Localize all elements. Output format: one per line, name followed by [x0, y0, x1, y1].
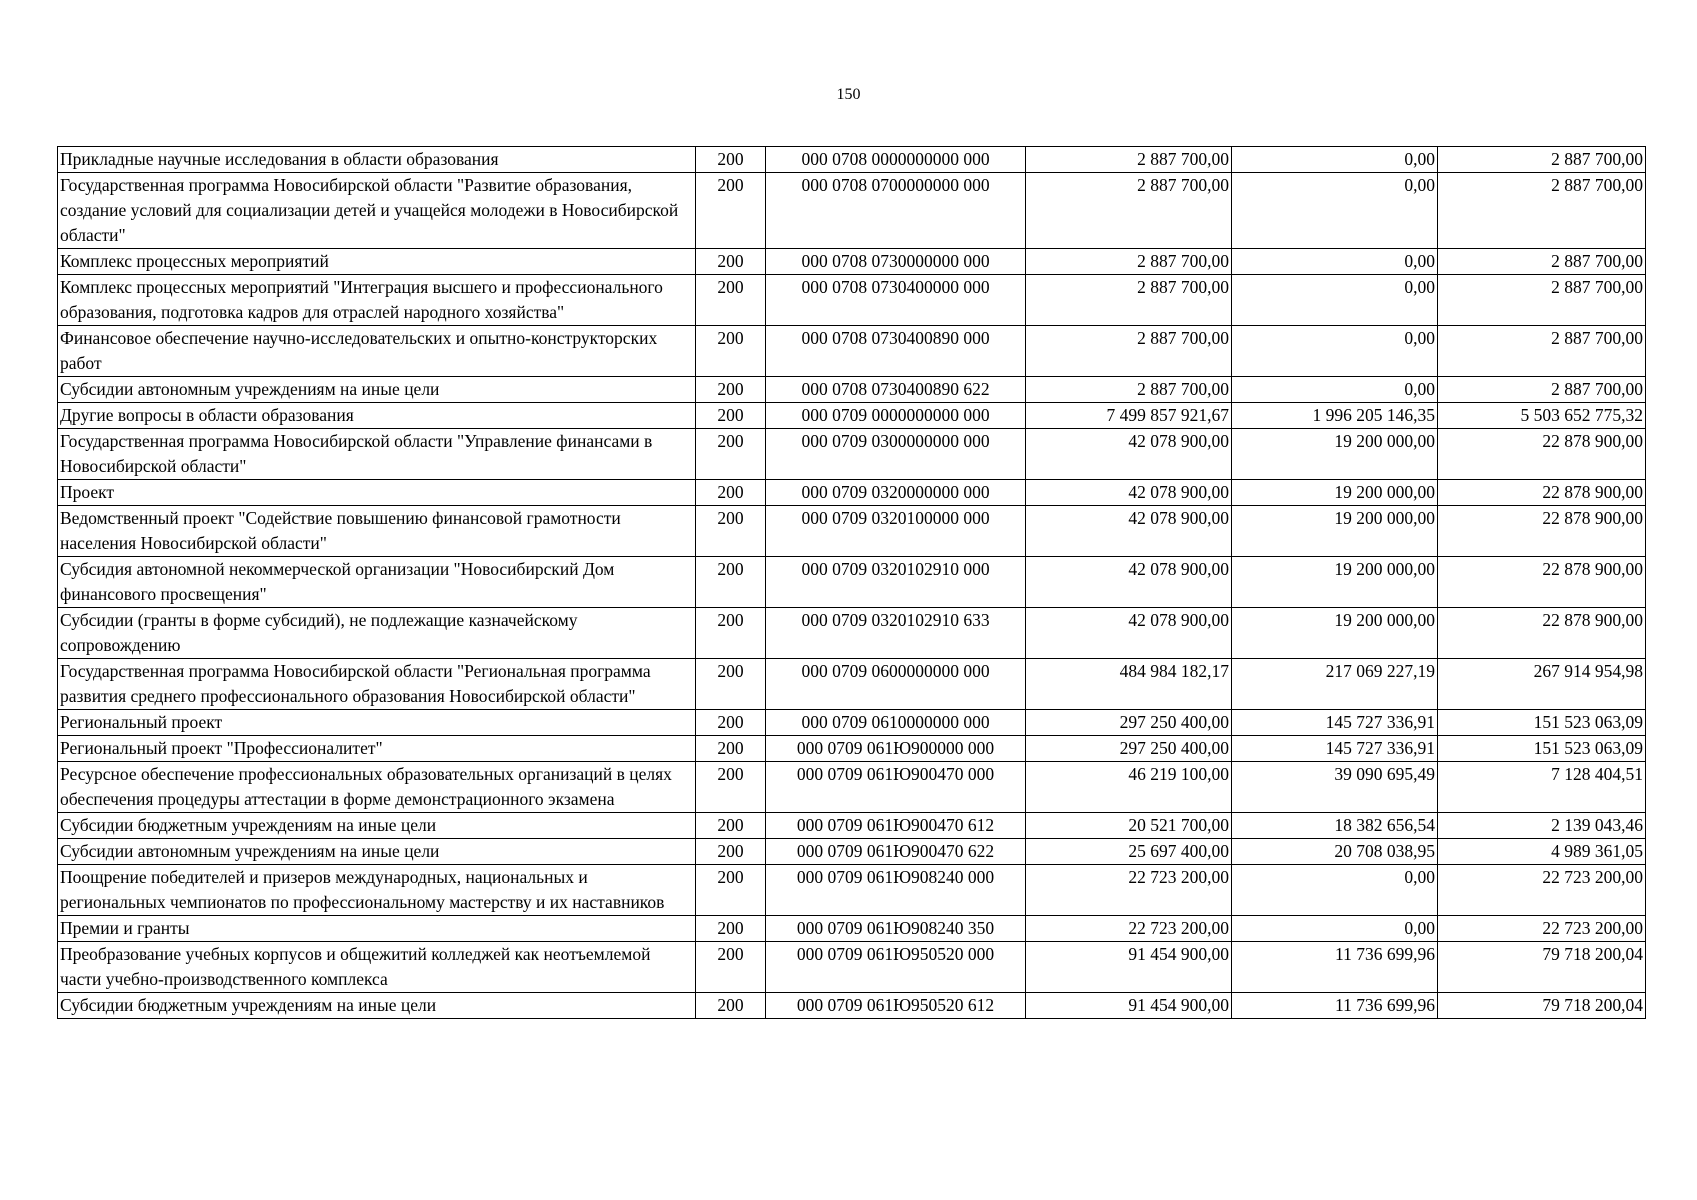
cell-remaining-amount: 2 887 700,00 [1438, 377, 1646, 403]
cell-classification-code: 000 0709 061Ю900000 000 [766, 736, 1026, 762]
cell-line-code: 200 [696, 839, 766, 865]
cell-executed-amount: 0,00 [1232, 865, 1438, 916]
cell-classification-code: 000 0709 061Ю950520 000 [766, 942, 1026, 993]
cell-executed-amount: 39 090 695,49 [1232, 762, 1438, 813]
cell-remaining-amount: 151 523 063,09 [1438, 736, 1646, 762]
cell-assigned-amount: 42 078 900,00 [1026, 506, 1232, 557]
cell-name: Субсидии автономным учреждениям на иные цели [58, 839, 696, 865]
cell-executed-amount: 0,00 [1232, 249, 1438, 275]
cell-classification-code: 000 0709 0610000000 000 [766, 710, 1026, 736]
cell-remaining-amount: 22 723 200,00 [1438, 916, 1646, 942]
cell-executed-amount: 19 200 000,00 [1232, 557, 1438, 608]
cell-remaining-amount: 22 878 900,00 [1438, 608, 1646, 659]
cell-line-code: 200 [696, 813, 766, 839]
cell-classification-code: 000 0708 0730400000 000 [766, 275, 1026, 326]
cell-name: Проект [58, 480, 696, 506]
cell-executed-amount: 217 069 227,19 [1232, 659, 1438, 710]
cell-executed-amount: 0,00 [1232, 147, 1438, 173]
table-row [58, 762, 1646, 813]
table-row [58, 659, 1646, 710]
cell-line-code: 200 [696, 916, 766, 942]
cell-executed-amount: 145 727 336,91 [1232, 736, 1438, 762]
table-row [58, 506, 1646, 557]
cell-name: Субсидии бюджетным учреждениям на иные цели [58, 813, 696, 839]
cell-assigned-amount: 2 887 700,00 [1026, 249, 1232, 275]
cell-executed-amount: 19 200 000,00 [1232, 608, 1438, 659]
table-row [58, 710, 1646, 736]
cell-remaining-amount: 22 878 900,00 [1438, 506, 1646, 557]
cell-classification-code: 000 0708 0730000000 000 [766, 249, 1026, 275]
cell-name: Государственная программа Новосибирской области "Управление финансами в Новосибирской области" [58, 429, 696, 480]
page-number: 150 [836, 86, 861, 103]
cell-line-code: 200 [696, 326, 766, 377]
cell-assigned-amount: 2 887 700,00 [1026, 326, 1232, 377]
cell-remaining-amount: 267 914 954,98 [1438, 659, 1646, 710]
cell-executed-amount: 11 736 699,96 [1232, 942, 1438, 993]
cell-classification-code: 000 0709 061Ю950520 612 [766, 993, 1026, 1019]
cell-line-code: 200 [696, 993, 766, 1019]
cell-classification-code: 000 0709 0000000000 000 [766, 403, 1026, 429]
cell-executed-amount: 19 200 000,00 [1232, 429, 1438, 480]
cell-assigned-amount: 42 078 900,00 [1026, 557, 1232, 608]
table-row [58, 377, 1646, 403]
cell-executed-amount: 18 382 656,54 [1232, 813, 1438, 839]
cell-remaining-amount: 79 718 200,04 [1438, 993, 1646, 1019]
cell-assigned-amount: 91 454 900,00 [1026, 942, 1232, 993]
cell-line-code: 200 [696, 429, 766, 480]
cell-remaining-amount: 2 887 700,00 [1438, 147, 1646, 173]
cell-classification-code: 000 0709 061Ю900470 612 [766, 813, 1026, 839]
cell-executed-amount: 0,00 [1232, 173, 1438, 249]
cell-line-code: 200 [696, 173, 766, 249]
cell-assigned-amount: 484 984 182,17 [1026, 659, 1232, 710]
cell-classification-code: 000 0708 0730400890 622 [766, 377, 1026, 403]
cell-remaining-amount: 2 887 700,00 [1438, 173, 1646, 249]
table-row [58, 480, 1646, 506]
cell-assigned-amount: 42 078 900,00 [1026, 480, 1232, 506]
cell-assigned-amount: 42 078 900,00 [1026, 429, 1232, 480]
cell-line-code: 200 [696, 557, 766, 608]
cell-classification-code: 000 0709 0600000000 000 [766, 659, 1026, 710]
cell-remaining-amount: 22 878 900,00 [1438, 429, 1646, 480]
cell-executed-amount: 1 996 205 146,35 [1232, 403, 1438, 429]
cell-executed-amount: 0,00 [1232, 326, 1438, 377]
cell-name: Региональный проект [58, 710, 696, 736]
cell-executed-amount: 19 200 000,00 [1232, 480, 1438, 506]
cell-classification-code: 000 0708 0730400890 000 [766, 326, 1026, 377]
cell-name: Премии и гранты [58, 916, 696, 942]
cell-line-code: 200 [696, 480, 766, 506]
table-row [58, 326, 1646, 377]
cell-executed-amount: 0,00 [1232, 275, 1438, 326]
cell-name: Субсидия автономной некоммерческой организации "Новосибирский Дом финансового просвещения" [58, 557, 696, 608]
table-row [58, 916, 1646, 942]
cell-classification-code: 000 0709 0320000000 000 [766, 480, 1026, 506]
cell-line-code: 200 [696, 710, 766, 736]
cell-assigned-amount: 42 078 900,00 [1026, 608, 1232, 659]
cell-line-code: 200 [696, 275, 766, 326]
table-row [58, 249, 1646, 275]
cell-remaining-amount: 2 139 043,46 [1438, 813, 1646, 839]
cell-executed-amount: 11 736 699,96 [1232, 993, 1438, 1019]
cell-line-code: 200 [696, 659, 766, 710]
table-body [58, 147, 1646, 1019]
cell-name: Поощрение победителей и призеров международных, национальных и региональных чемпионатов по профессиональному мастерству и их наставников [58, 865, 696, 916]
cell-remaining-amount: 22 878 900,00 [1438, 480, 1646, 506]
cell-name: Другие вопросы в области образования [58, 403, 696, 429]
cell-assigned-amount: 2 887 700,00 [1026, 377, 1232, 403]
table-row [58, 429, 1646, 480]
cell-name: Преобразование учебных корпусов и общежитий колледжей как неотъемлемой части учебно-производственного комплекса [58, 942, 696, 993]
table-row [58, 147, 1646, 173]
cell-remaining-amount: 22 878 900,00 [1438, 557, 1646, 608]
cell-classification-code: 000 0709 0320100000 000 [766, 506, 1026, 557]
cell-executed-amount: 145 727 336,91 [1232, 710, 1438, 736]
cell-remaining-amount: 22 723 200,00 [1438, 865, 1646, 916]
cell-remaining-amount: 5 503 652 775,32 [1438, 403, 1646, 429]
table-row [58, 275, 1646, 326]
cell-name: Комплекс процессных мероприятий [58, 249, 696, 275]
cell-name: Региональный проект "Профессионалитет" [58, 736, 696, 762]
cell-line-code: 200 [696, 762, 766, 813]
table-row [58, 608, 1646, 659]
cell-line-code: 200 [696, 147, 766, 173]
cell-assigned-amount: 91 454 900,00 [1026, 993, 1232, 1019]
cell-line-code: 200 [696, 377, 766, 403]
cell-assigned-amount: 22 723 200,00 [1026, 916, 1232, 942]
cell-executed-amount: 19 200 000,00 [1232, 506, 1438, 557]
table-row [58, 736, 1646, 762]
cell-assigned-amount: 297 250 400,00 [1026, 710, 1232, 736]
cell-remaining-amount: 7 128 404,51 [1438, 762, 1646, 813]
cell-classification-code: 000 0709 0320102910 000 [766, 557, 1026, 608]
cell-line-code: 200 [696, 403, 766, 429]
table-row [58, 942, 1646, 993]
cell-assigned-amount: 25 697 400,00 [1026, 839, 1232, 865]
cell-line-code: 200 [696, 608, 766, 659]
cell-name: Государственная программа Новосибирской области "Региональная программа развития среднего профессионального образования Новосибирской области" [58, 659, 696, 710]
table-row [58, 173, 1646, 249]
cell-name: Прикладные научные исследования в области образования [58, 147, 696, 173]
cell-name: Субсидии (гранты в форме субсидий), не подлежащие казначейскому сопровождению [58, 608, 696, 659]
cell-line-code: 200 [696, 736, 766, 762]
cell-classification-code: 000 0708 0700000000 000 [766, 173, 1026, 249]
cell-remaining-amount: 2 887 700,00 [1438, 275, 1646, 326]
cell-assigned-amount: 2 887 700,00 [1026, 173, 1232, 249]
cell-executed-amount: 0,00 [1232, 916, 1438, 942]
cell-name: Комплекс процессных мероприятий "Интеграция высшего и профессионального образования, подготовка кадров для отраслей народного хозяйства" [58, 275, 696, 326]
cell-assigned-amount: 20 521 700,00 [1026, 813, 1232, 839]
budget-execution-table [57, 146, 1646, 1019]
cell-remaining-amount: 2 887 700,00 [1438, 249, 1646, 275]
cell-name: Субсидии бюджетным учреждениям на иные цели [58, 993, 696, 1019]
cell-remaining-amount: 4 989 361,05 [1438, 839, 1646, 865]
cell-remaining-amount: 79 718 200,04 [1438, 942, 1646, 993]
cell-classification-code: 000 0709 0300000000 000 [766, 429, 1026, 480]
cell-assigned-amount: 2 887 700,00 [1026, 147, 1232, 173]
cell-classification-code: 000 0709 061Ю900470 622 [766, 839, 1026, 865]
cell-assigned-amount: 46 219 100,00 [1026, 762, 1232, 813]
cell-name: Финансовое обеспечение научно-исследовательских и опытно-конструкторских работ [58, 326, 696, 377]
cell-classification-code: 000 0708 0000000000 000 [766, 147, 1026, 173]
cell-assigned-amount: 22 723 200,00 [1026, 865, 1232, 916]
cell-line-code: 200 [696, 942, 766, 993]
cell-executed-amount: 0,00 [1232, 377, 1438, 403]
cell-assigned-amount: 2 887 700,00 [1026, 275, 1232, 326]
table-row [58, 839, 1646, 865]
cell-classification-code: 000 0709 061Ю908240 350 [766, 916, 1026, 942]
cell-remaining-amount: 151 523 063,09 [1438, 710, 1646, 736]
cell-remaining-amount: 2 887 700,00 [1438, 326, 1646, 377]
cell-classification-code: 000 0709 061Ю908240 000 [766, 865, 1026, 916]
cell-assigned-amount: 297 250 400,00 [1026, 736, 1232, 762]
cell-classification-code: 000 0709 061Ю900470 000 [766, 762, 1026, 813]
cell-line-code: 200 [696, 506, 766, 557]
table-row [58, 557, 1646, 608]
table-row [58, 813, 1646, 839]
table-row [58, 993, 1646, 1019]
cell-line-code: 200 [696, 865, 766, 916]
cell-assigned-amount: 7 499 857 921,67 [1026, 403, 1232, 429]
cell-name: Ведомственный проект "Содействие повышению финансовой грамотности населения Новосибирской области" [58, 506, 696, 557]
cell-name: Субсидии автономным учреждениям на иные цели [58, 377, 696, 403]
table-row [58, 403, 1646, 429]
cell-executed-amount: 20 708 038,95 [1232, 839, 1438, 865]
cell-line-code: 200 [696, 249, 766, 275]
cell-name: Государственная программа Новосибирской области "Развитие образования, создание условий для социализации детей и учащейся молодежи в Новосибирской области" [58, 173, 696, 249]
table-row [58, 865, 1646, 916]
cell-classification-code: 000 0709 0320102910 633 [766, 608, 1026, 659]
cell-name: Ресурсное обеспечение профессиональных образовательных организаций в целях обеспечения процедуры аттестации в форме демонстрационного экзамена [58, 762, 696, 813]
